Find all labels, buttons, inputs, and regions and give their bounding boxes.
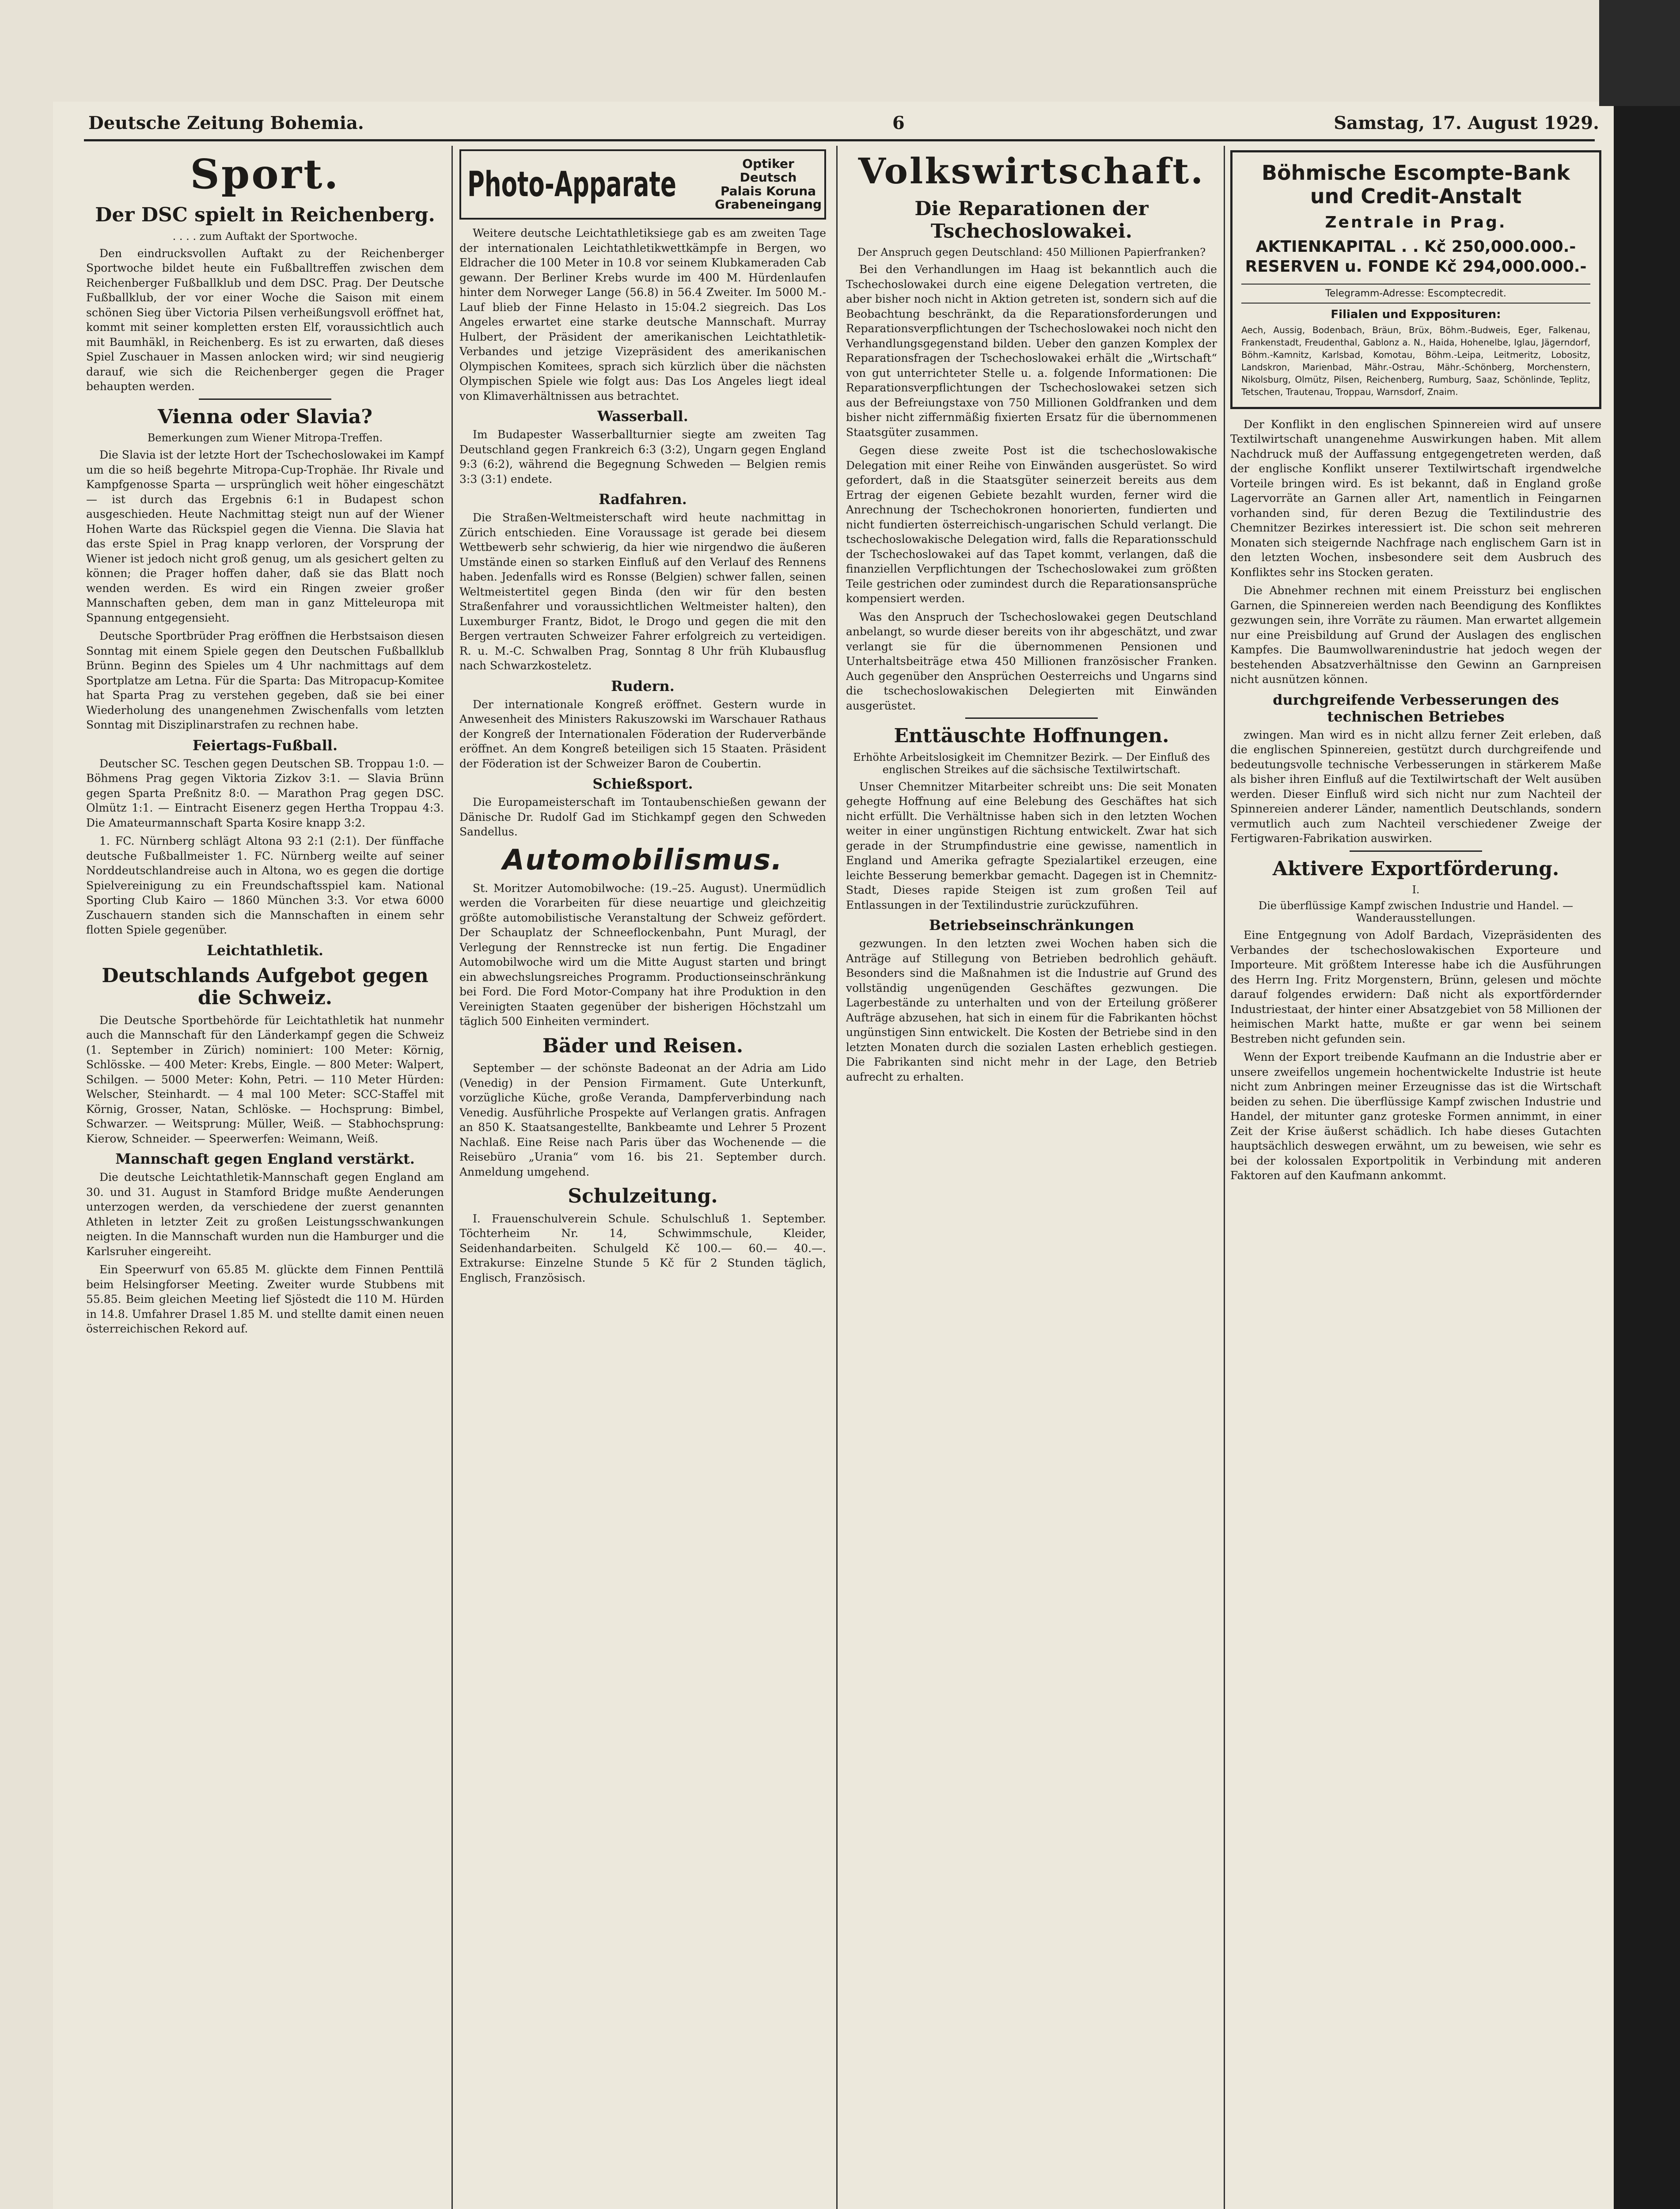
ad-side [715,157,822,212]
column-economy-2 [1230,146,1601,2209]
article-text: Die Deutsche Sportbehörde für Leichtathletik hat nunmehr auch die Mannschaft für den Länderkampf gegen die Schweiz (1. September in Zürich) nominiert: 100 Meter: Körnig, Schlösske. — 400 Meter: Krebs, Eingle. — 800 Meter: Walpert, Schilgen. — 5000 Meter: Kohn, Petri. — 110 Meter Hürden: Welscher, Steinhardt. — 4 mal 100 Meter: SCC-Staffel mit Körnig, Grosser, Natan, Schlöske. — Hochsprung: Bimbel, Schwarzer. — Weitsprung: Müller, Weiß. — Stabhochsprung: Kierow, Schneider. — Speerwerfen: Weimann, Weiß. [86,1013,444,1145]
article-text: Eine Entgegnung von Adolf Bardach, Vizepräsidenten des Verbandes der tschechoslowakischen Exporteure und Importeure. Mit größtem Interesse habe ich die Ausführungen des Herrn Ing. Fritz Morgenstern, Brünn, gelesen und möchte darauf folgendes erwidern: Daß nicht als exportfördernder Industriestaat, der hinter einer Absatzgebiet von 58 Millionen der heimischen Markt hatte, mußte er gar wenn bei seinem Bestreben nicht gefunden sein. [1230,929,1601,1045]
article-text: Wenn der Export treibende Kaufmann an die Industrie aber er unsere zweifellos ungemein hochentwickelte Industrie ist heute nicht zum Anbringen meiner Erzeugnisse das ist die Wirtschaft beiden zu sehen. Die überflüssige Kampf zwischen Industrie und Handel, der mitunter ganz groteske Formen annimmt, in einer Zeit der Krise äußerst schädlich. Ich habe dieses Gutachten hauptsächlich deswegen erwähnt, um zu beweisen, wie sehr es bei der kolossalen Exportpolitik in Verbindung mit anderen Faktoren auf den Kaufmann ankommt. [1230,1051,1601,1182]
article-number: I. [1412,884,1420,896]
article-subhead: Betriebseinschränkungen [929,917,1134,934]
bank-centre: Zentrale in Prag. [1325,213,1507,232]
article-text: Was den Anspruch der Tschechoslowakei gegen Deutschland anbelangt, so wurde dieser bereits von ihr abgeschätzt, und zwar verlangt sie für die übernommenen Pensionen und Unterhaltsbeiträge etwa 450 Millionen französischer Franken. Auch gegenüber den Ansprüchen Oesterreichs und Ungarns sind die tschechoslowakischen Delegierten mit Einwänden ausgerüstet. [846,610,1217,712]
article-subhead: Leichtathletik. [206,941,324,959]
article-kicker: . . . . zum Auftakt der Sportwoche. [172,230,358,243]
article-headline: Deutschlands Aufgebot gegen die Schweiz. [102,964,429,1010]
scan-edge [1614,0,1680,2209]
article-subhead: Rudern. [611,677,675,695]
article-subhead: Schießsport. [592,775,693,793]
article-text: Deutsche Sportbrüder Prag eröffnen die Herbstsaison diesen Sonntag mit einem Spiele gegen den Deutschen Fußballklub Brünn. Beginn des Spieles um 4 Uhr nachmittags auf dem Sportplatze am Letna. Für die Sparta: Das Mitropacup-Komitee hat Sparta Prag zu verstehen gegeben, daß sie bei einer Wiederholung des unangenehmen Zwischenfalls vom letzten Sonntag mit Disziplinarstrafen zu rechnen habe. [86,630,444,732]
issue-date: Samstag, 17. August 1929. [1334,113,1599,133]
bank-branches-heading: Filialen und Expposituren: [1331,307,1501,321]
article-headline: Enttäuschte Hoffnungen. [894,725,1169,748]
section-title-sport: Sport. [190,150,340,198]
column-rule [836,146,838,2209]
ad-headline: Photo-Apparate [467,164,676,205]
article-text: Bei den Verhandlungen im Haag ist bekanntlich auch die Tschechoslowakei durch eine eigene Delegation vertreten, die aber bisher noch nicht in Aktion getreten ist, sondern sich auf die Beobachtung beschränkt, da die Reparationsforderungen und Reparationsverpflichtungen der Tschechoslowakei noch nicht den Verhandlungsgegenstand bilden. Ueber den ganzen Komplex der Reparationsfragen der Tschechoslowakei erhält die „Wirtschaft“ von gut unterrichteter Stelle u. a. folgende Informationen: Die Reparationsverpflichtungen der Tschechoslowakei setzen sich aus der Befreiungstaxe von 750 Millionen Goldfranken und dem bisher nicht ziffernmäßig fixierten Ersatz für die übernommenen Staatsgüter zusammen. [846,263,1217,439]
bank-advertisement [1230,150,1601,409]
section-title-economy: Volkswirtschaft. [858,150,1205,192]
article-headline: Bäder und Reisen. [542,1034,743,1057]
article-text: Die Straßen-Weltmeisterschaft wird heute nachmittag in Zürich entschieden. Eine Voraussage ist gerade bei diesem Wettbewerb sehr schwierig, da hier wie nirgendwo die äußeren Umstände einen so starken Einfluß auf den Verlauf des Rennens haben. Jedenfalls wird es Ronsse (Belgien) schwer fallen, seinen Weltmeistertitel gegen Binda (den wir für den besten Straßenfahrer und voraussichtlichen Weltmeister halten), den Luxemburger Frantz, Bidot, le Drogo und gegen die mit den Bergen vertrauten Schweizer Fahrer erfolgreich zu verteidigen. R. u. M.-C. Schwalben Prag, Sonntag 8 Uhr früh Klubausflug nach Schwarzkosteletz. [459,511,826,672]
column-rule [451,146,453,2209]
scan-corner [1599,0,1680,106]
article-kicker: Die überflüssige Kampf zwischen Industrie und Handel. — Wanderausstellungen. [1258,900,1574,925]
article-text: St. Moritzer Automobilwoche: (19.–25. August). Unermüdlich werden die Vorarbeiten für diese neuartige und gleichzeitig größte automobilistische Veranstaltung der Schweiz gefördert. Der Schauplatz der Schneeflockenbahn, Punt Muragl, der Verlegung der Rennstrecke ist nun fertig. Die Engadiner Automobilwoche wird um die Mitte August starten und bringt ein abwechslungsreiches Programm. Productionseinschränkung bei Ford. Die Ford Motor-Company hat ihre Produktion in den Vereinigten Staaten gegenüber der bisherigen Höchstzahl um täglich 500 Einheiten vermindert. [459,881,826,1028]
column-rule [1224,146,1225,2209]
article-subhead: durchgreifende Verbesserungen des technischen Betriebes [1273,691,1559,725]
article-subhead: Wasserball. [597,408,688,425]
article-text: Der Konflikt in den englischen Spinnereien wird auf unsere Textilwirtschaft unangenehme Auswirkungen haben. Mit allem Nachdruck muß der Auffassung entgegengetreten werden, daß der englische Konflikt unserer Textilwirtschaft irgendwelche Vorteile bringen wird. Es ist bekannt, daß in England große Lagervorräte an Garnen aller Art, namentlich in Feingarnen vorhanden sind, für deren Bezug die Textilindustrie des Chemnitzer Bezirkes interessiert ist. Die schon seit mehreren Monaten sich steigernde Nachfrage nach englischem Garn ist in den letzten Wochen, insbesondere seit dem Ausbruch des Konfliktes sehr ins Stocken geraten. [1230,418,1601,579]
bank-capital: AKTIENKAPITAL . . Kč 250,000.000.- [1255,237,1576,256]
article-text: Die Slavia ist der letzte Hort der Tschechoslowakei im Kampf um die so heiß begehrte Mitropa-Cup-Trophäe. Ihr Rivale und Kampfgenosse Sparta — ursprünglich weit höher eingeschätzt — ist durch das Ergebnis 6:1 in Budapest schon ausgeschieden. Heute Nachmittag steigt nun auf der Wiener Hohen Warte das Rückspiel gegen die Vienna. Die Slavia hat das erste Spiel in Prag knapp verloren, der Vorsprung der Wiener ist jedoch nicht groß genug, um als gesichert gelten zu können; die Prager hoffen daher, daß sie das Blatt noch wenden werden. Es wird ein Ringen zweier großer Mannschaften geben, dem man in ganz Mitteleuropa mit Spannung entgegensieht. [86,448,444,624]
article-text: Deutscher SC. Teschen gegen Deutschen SB. Troppau 1:0. — Böhmens Prag gegen Viktoria Zizkov 3:1. — Slavia Brünn gegen Sparta Preßnitz 8:0. — Marathon Prag gegen DSC. Olmütz 1:1. — Eintracht Eisenerz gegen Hertha Troppau 4:3. Die Amateurmannschaft Sparta Kosire knapp 3:2. [86,757,444,829]
paper-name: Deutsche Zeitung Bohemia. [88,113,364,133]
article-text: Die Abnehmer rechnen mit einem Preissturz bei englischen Garnen, die Spinnereien werden nach Beendigung des Konfliktes gezwungen sein, ihre Vorräte zu räumen. Man erwartet allgemein nur eine Preisbildung auf Grund der Auslagen des englischen Kampfes. Die Baumwollwarenindustrie hat jedoch wegen der bestehenden Absatzverhältnisse den Gewinn an Garnpreisen nicht ausnützen können. [1230,584,1601,686]
article-text: Ein Speerwurf von 65.85 M. glückte dem Finnen Penttilä beim Helsingforser Meeting. Zweiter wurde Stubbens mit 55.85. Beim gleichen Meeting lief Sjöstedt die 110 M. Hürden in 14.8. Umfahrer Drasel 1.85 M. und stellte damit einen neuen österreichischen Rekord auf. [86,1263,444,1336]
ad-line: Palais Koruna [720,183,816,198]
article-text: Der internationale Kongreß eröffnet. Gestern wurde in Anwesenheit des Ministers Rakuszowski im Warschauer Rathaus der Kongreß der Internationalen Föderation der Ruderverbände eröffnet. An dem Kongreß beteiligen sich 15 Staaten. Präsident der Föderation ist der Schweizer Baron de Coubertin. [459,698,826,770]
header-rule [84,139,1595,141]
column-sport-2 [459,146,826,2209]
ad-line: Grabeneingang [715,197,822,212]
article-headline: Vienna oder Slavia? [157,405,373,428]
article-kicker: Bemerkungen zum Wiener Mitropa-Treffen. [147,432,383,444]
column-sport [86,146,444,2209]
bank-branches: Aech, Aussig, Bodenbach, Bräun, Brüx, Böhm.-Budweis, Eger, Falkenau, Frankenstadt, Freudenthal, Gablonz a. N., Haida, Hohenelbe, Iglau, Jägerndorf, Böhm.-Kamnitz, Karlsbad, Komotau, Böhm.-Leipa, Leitmeritz, Lobositz, Landskron, Marienbad, Mähr.-Ostrau, Mähr.-Schönberg, Morchenstern, Nikolsburg, Olmütz, Pilsen, Reichenberg, Rumburg, Saaz, Schönlinde, Teplitz, Tetschen, Trautenau, Troppau, Warnsdorf, Znaim. [1241,324,1590,397]
article-headline: Aktivere Exportförderung. [1272,857,1559,880]
article-text: Den eindrucksvollen Auftakt zu der Reichenberger Sportwoche bildet heute ein Fußballtreffen zwischen dem Reichenberger Fußballklub und dem DSC. Prag. Der Deutsche Fußballklub, der vor einer Woche die Saison mit einem schönen Sieg über Victoria Pilsen verheißungsvoll eröffnet hat, kommt mit seiner kompletten ersten Elf, voraussichtlich auch mit Baumhäkl, in Reichenberg. Es ist zu erwarten, daß dieses Spiel Zuschauer in Massen anlocken wird; wir sind neugierig darauf, wie sich die Reichenberger gegen die Prager behaupten werden. [86,247,444,393]
bank-telegram: Telegramm-Adresse: Escomptecredit. [1241,284,1590,304]
article-kicker: Der Anspruch gegen Deutschland: 450 Millionen Papierfranken? [857,246,1206,259]
article-text: Im Budapester Wasserballturnier siegte am zweiten Tag Deutschland gegen Frankreich 6:3 (3:2), Ungarn gegen England 9:3 (6:2), während die Begegnung Schweden — Belgien remis 3:3 (3:1) endete. [459,428,826,486]
article-headline: Der DSC spielt in Reichenberg. [95,204,435,226]
article-text: Gegen diese zweite Post ist die tschechoslowakische Delegation mit einer Reihe von Einwänden ausgerüstet. So wird gefordert, daß in die Staatsgüter seinerzeit bereits aus dem Ertrag der eigenen Gebiete bezahlt wurden, ferner wird die Anrechnung der Tschechokronen honorierten, fundierten und nicht fundierten österreichisch-ungarischen Schuld verlangt. Die tschechoslowakische Delegation wird, falls die Reparationsschuld der Tschechoslowakei auf das Tapet kommt, verlangen, daß die finanziellen Verpflichtungen der Tschechoslowakei zum größten Teile gestrichen oder zumindest durch die Reparationsansprüche kompensiert werden. [846,444,1217,605]
ad-line: Optiker Deutsch [740,156,797,185]
divider [965,717,1098,719]
article-text: Die deutsche Leichtathletik-Mannschaft gegen England am 30. und 31. August in Stamford Bridge mußte Aenderungen unterzogen werden, da verschiedene der zuerst genannten Athleten in letzter Zeit zu großen Leistungsschwankungen neigten. In die Mannschaft wurden nun die Hamburger und die Karlsruher eingereiht. [86,1171,444,1258]
column-economy [846,146,1217,2209]
article-text: I. Frauenschulverein Schule. Schulschluß 1. September. Töchterheim Nr. 14, Schwimmschule, Kleider, Seidenhandarbeiten. Schulgeld Kč 100.— 60.— 40.—. Extrakurse: Einzelne Stunde 5 Kč für 2 Stunden täglich, Englisch, Französisch. [459,1212,826,1284]
running-head [62,113,1599,139]
photo-apparate-ad [459,149,826,220]
article-subhead: Radfahren. [599,491,687,508]
article-text: September — der schönste Badeonat an der Adria am Lido (Venedig) in der Pension Firmament. Gute Unterkunft, vorzügliche Küche, große Veranda, Dampferverbindung nach Venedig. Ausführliche Prospekte auf Verlangen gratis. Anfragen an 850 K. Staatsangestellte, Bankbeamte und Lehrer 5 Prozent Nachlaß. Eine Reise nach Paris über das Wochenende — die Reisebüro „Urania“ vom 16. bis 21. September durch. Anmeldung umgehend. [459,1062,826,1178]
article-text: zwingen. Man wird es in nicht allzu ferner Zeit erleben, daß die englischen Spinnereien, gestützt durch durchgreifende und bedeutungsvolle technische Verbesserungen in stärkerem Maße als bisher ihren Einfluß auf die Textilwirtschaft der Welt ausüben werden. Dieser Einfluß wird sich nicht nur zum Nachteil der Spinnereien anderer Länder, namentlich Deutschlands, sondern vermutlich auch zum Nachteil verschiedener Zweige der Fertigwaren-Fabrikation auswirken. [1230,728,1601,845]
article-text: Die Europameisterschaft im Tontaubenschießen gewann der Dänische Dr. Rudolf Gad im Stichkampf gegen den Schweden Sandellus. [459,796,826,839]
page-number: 6 [892,113,905,133]
article-text: gezwungen. In den letzten zwei Wochen haben sich die Anträge auf Stillegung von Betrieben bedrohlich gehäuft. Besonders sind die Maßnahmen ist die Industrie auf Grund des vollständig ungenügenden Geschäftes gezwungen. Die Lagerbestände zu unterhalten und von der Erteilung größerer Aufträge abzusehen, hat sich in einem für die Fabrikanten höchst ungünstigen Sinn entwickelt. Die Kosten der Betriebe sind in den letzten Monaten durch die sozialen Lasten erheblich gestiegen. Die Fabrikanten sind nicht mehr in der Lage, den Betrieb aufrecht zu erhalten. [846,937,1217,1083]
article-text: 1. FC. Nürnberg schlägt Altona 93 2:1 (2:1). Der fünffache deutsche Fußballmeister 1. FC. Nürnberg weilte auf seiner Norddeutschlandreise auch in Altona, wo es gegen die dortige Spielvereinigung zu ein Freundschaftsspiel kam. National Sporting Club Kairo — 1860 München 3:3. Vor etwa 6000 Zuschauern standen sich die Mannschaften in einem sehr flotten Spiele gegenüber. [86,835,444,937]
article-kicker: Erhöhte Arbeitslosigkeit im Chemnitzer Bezirk. — Der Einfluß des englischen Streikes auf die sächsische Textilwirtschaft. [853,751,1210,776]
divider [199,399,331,400]
section-banner-automobilismus: Automobilismus. [502,843,783,877]
divider [1350,850,1482,852]
article-subhead: Mannschaft gegen England verstärkt. [115,1150,415,1168]
article-headline: Die Reparationen der Tschechoslowakei. [914,197,1149,243]
bank-reserves: RESERVEN u. FONDE Kč 294,000.000.- [1245,257,1587,276]
article-text: Weitere deutsche Leichtathletiksiege gab es am zweiten Tage der internationalen Leichtathletikwettkämpfe in Bergen, wo Eldracher die 100 Meter in 10.8 vor seinem Klubkameraden Cab gewann. Der Berliner Krebs wurde im 400 M. Hürdenlaufen hinter dem Norweger Lange (56.8) in 56.4 Zweiter. Im 5000 M.-Lauf blieb der Finne Helasto in 15:04.2 siegreich. Das Los Angeles erwartet eine starke deutsche Mannschaft. Murray Hulbert, der Präsident der amerikanischen Leichtathletik-Verbandes und jetzige Vizepräsident des amerikanischen Olympischen Komitees, sprach sich kürzlich über die nächsten Olympischen Spiele wie folgt aus: Das Los Angeles liegt ideal von Klimaverhältnissen aus betrachtet. [459,227,826,402]
bank-name: Böhmische Escompte-Bank und Credit-Anstalt [1262,161,1570,208]
article-headline: Schulzeitung. [568,1185,718,1208]
article-text: Unser Chemnitzer Mitarbeiter schreibt uns: Die seit Monaten gehegte Hoffnung auf eine Belebung des Geschäftes hat sich nicht erfüllt. Die Verhältnisse haben sich in den letzten Wochen weiter in einer ungünstigen Richtung entwickelt. Zwar hat sich gerade in der Strumpfindustrie eine gewisse, namentlich in England und Amerika gefragte Spezialartikel erzeugen, eine leichte Besserung bemerkbar gemacht. Dagegen ist in Chemnitz-Stadt, Dieses rapide Steigen ist zum großen Teil auf Entlassungen in der Textilindustrie zurückzuführen. [846,780,1217,911]
article-subhead: Feiertags-Fußball. [192,736,338,754]
